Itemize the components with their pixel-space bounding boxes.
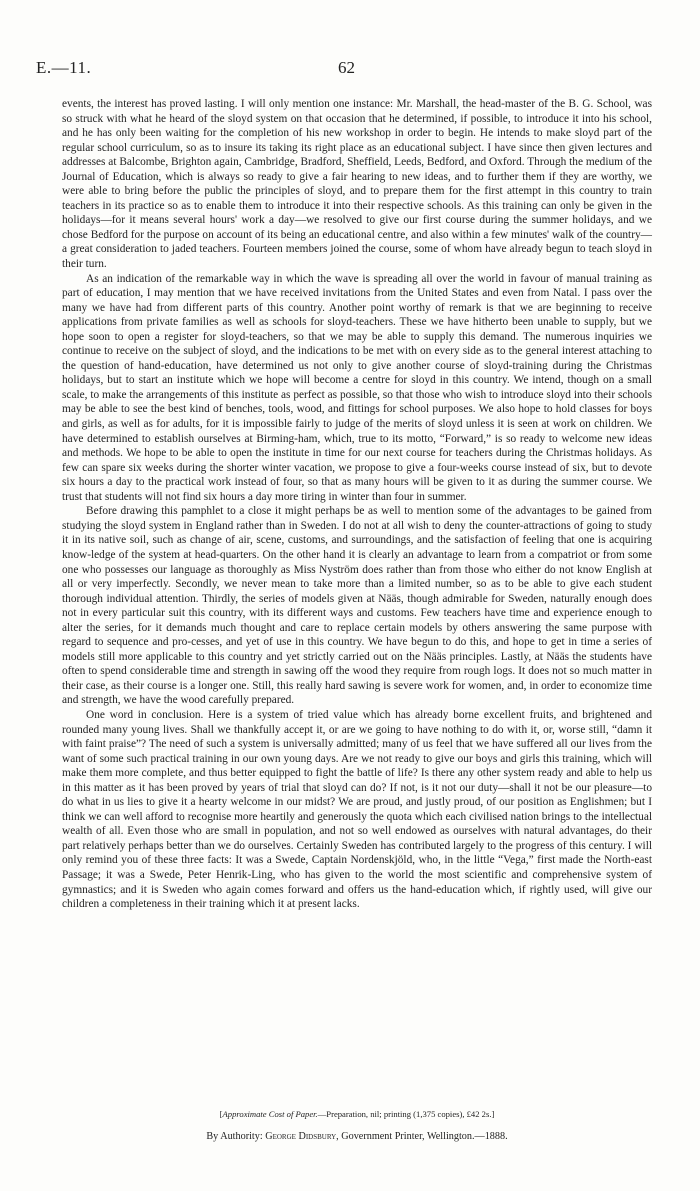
imprint-suffix: , Government Printer, Wellington.—1888. <box>336 1131 508 1142</box>
paragraph-3: Before drawing this pamphlet to a close it might perhaps be as well to mention some of the advantages to be gained from studying the sloyd system in England rather than in Sweden. I do not at all wish to deny the counter-attractions of going to study it in its native soil, such as change of air, scene, customs, and surroundings, and the satisfaction of feeling that one is acquiring know-ledge of the system at head-quarters. On the other hand it is clearly an advantage to learn from a compatriot or from some one who possesses our language as thoroughly as Miss Nyström does rather than from those who either do not know English at all or very imperfectly. Secondly, we never mean to take more than a limited number, so as to be able to give each student thorough individual attention. Thirdly, the series of models given at Nääs, though admirable for Sweden, naturally enough does not in every particular suit this country, with its different ways and customs. Few teachers have time and experience enough to alter the series, for it demands much thought and care to replace certain models by others answering the same purpose with regard to sequence and pro-cesses, and yet of use in this country. We have begun to do this, and hope to get in time a series of models still more applicable to this country and yet strictly carried out on the Nääs principles. Lastly, at Nääs the students have often to spend considerable time and strength in sawing off the wood they require from rough logs. It does not so much matter in their case, as their course is a longer one. Still, this really hard sawing is severe work for women, and, in order to economize time and strength, we have the wood carefully prepared. <box>62 505 652 707</box>
imprint-prefix: By Authority: <box>206 1131 266 1142</box>
document-reference: E.—11. <box>36 58 92 77</box>
paragraph-2: As an indication of the remarkable way in which the wave is spreading all over the world in favour of manual training as part of education, I may mention that we have received invitations from the United States and even from Natal. I pass over the many we have had from different parts of this country. Another point worthy of remark is that we are beginning to receive applications from private families as well as schools for sloyd-teachers. These we have hitherto been unable to supply, but we hope soon to open a register for sloyd-teachers, so that we may be able to supply this demand. The numerous inquiries we continue to receive on the subject of sloyd, and the indications to be met with on every side as to the general interest attaching to the question of hand-education, have determined us not only to give another course of sloyd-training during the Christmas holidays, but to start an institute which we hope will become a centre for sloyd in this country. We intend, though on a small scale, to make the arrangements of this institute as perfect as possible, so that those who wish to introduce sloyd into their schools may be able to see the best kind of benches, tools, wood, and fittings for school purposes. We also hope to hold classes for boys and girls, as well as for adults, for it is impossible fairly to judge of the merits of sloyd unless it is seen at work on children. We have determined to establish ourselves at Birming-ham, which, true to its motto, “Forward,” is so ready to welcome new ideas and methods. We hope to be able to open the institute in time for our next course for teachers during the Christmas holidays. As few can spare six weeks during the shorter winter vacation, we propose to give a four-weeks course instead of six, but to devote six hours a day to the practical work instead of four, so that as many hours will be given to it as during the summer course. We trust that students will not find six hours a day more tiring in winter than four in summer. <box>62 272 652 503</box>
cost-note-label: Approximate Cost of Paper. <box>222 1109 318 1119</box>
imprint-printer-name: George Didsbury <box>265 1131 337 1142</box>
paragraph-4: One word in conclusion. Here is a system of tried value which has already borne excellent fruits, and brightened and rounded many young lives. Shall we thankfully accept it, or are we going to have nothing to do with it, or, worse still, “damn it with faint praise”? The need of such a system is universally admitted; many of us feel that we have suffered all our lives from the want of some such practical training in our own young days. Are we not ready to give our boys and girls this training, which will make them more complete, and thus better equipped to fight the battle of life? Is there any other system ready and able to help us in this matter as it has been proved by years of trial that sloyd can do? If not, is it not our duty—shall it not be our pleasure—to do what in us lies to give it a hearty welcome in our midst? We are proud, and justly proud, of our position as Englishmen; but I think we can well afford to recognise more heartily and generously the quota which each civilised nation brings to the intellectual wealth of all. Even those who are small in population, and not so well endowed as ourselves with natural advantages, do their part relatively perhaps better than we do ourselves. Certainly Sweden has contributed largely to the progress of this century. I will only remind you of these three facts: It was a Swede, Captain Nordenskjöld, who, in the little “Vega,” first made the North-east Passage; it was a Swede, Peter Henrik-Ling, who has given to the world the most scientific and comprehensive system of gymnastics; and it is Sweden who again comes forward and offers us the hand-education which, if rightly used, will give our children a completeness in their training which it at present lacks. <box>62 708 652 911</box>
printer-imprint <box>62 1131 652 1142</box>
paragraph-1: events, the interest has proved lasting. I will only mention one instance: Mr. Marshall, the head-master of the B. G. School, was so struck with what he heard of the sloyd system on that occasion that he determined, if possible, to introduce it into his school, and he has only been waiting for the completion of his new workshop in order to begin. He intends to make sloyd part of the regular school curriculum, so as to insure its taking its right place as an educational subject. I have since then given lectures and addresses at Balcombe, Brighton again, Cambridge, Bradford, Sheffield, Leeds, Bedford, and Oxford. Through the medium of the Journal of Education, which is always so ready to give a fair hearing to new ideas, and to further them if they are worthy, we were able to bring before the public the principles of sloyd, and to prepare them for the first attempt in this country to train teachers in its practice so as to enable them to introduce it into their respective schools. As this training can only be given in the holidays—for it means several hours' work a day—we resolved to give our first course during the summer holidays, and we chose Bedford for the purpose on account of its being an educational centre, and also within a few minutes' walk of the country—a great consideration to jaded teachers. Fourteen members joined the course, some of whom have already begun to teach sloyd in their turn. <box>62 98 652 271</box>
cost-note-detail: —Preparation, nil; printing (1,375 copies), £42 2s. <box>317 1109 492 1119</box>
body-text <box>62 97 652 912</box>
page-number: 62 <box>338 58 355 77</box>
cost-note: [Approximate Cost of Paper.—Preparation, nil; printing (1,375 copies), £42 2s.] <box>219 1109 495 1119</box>
